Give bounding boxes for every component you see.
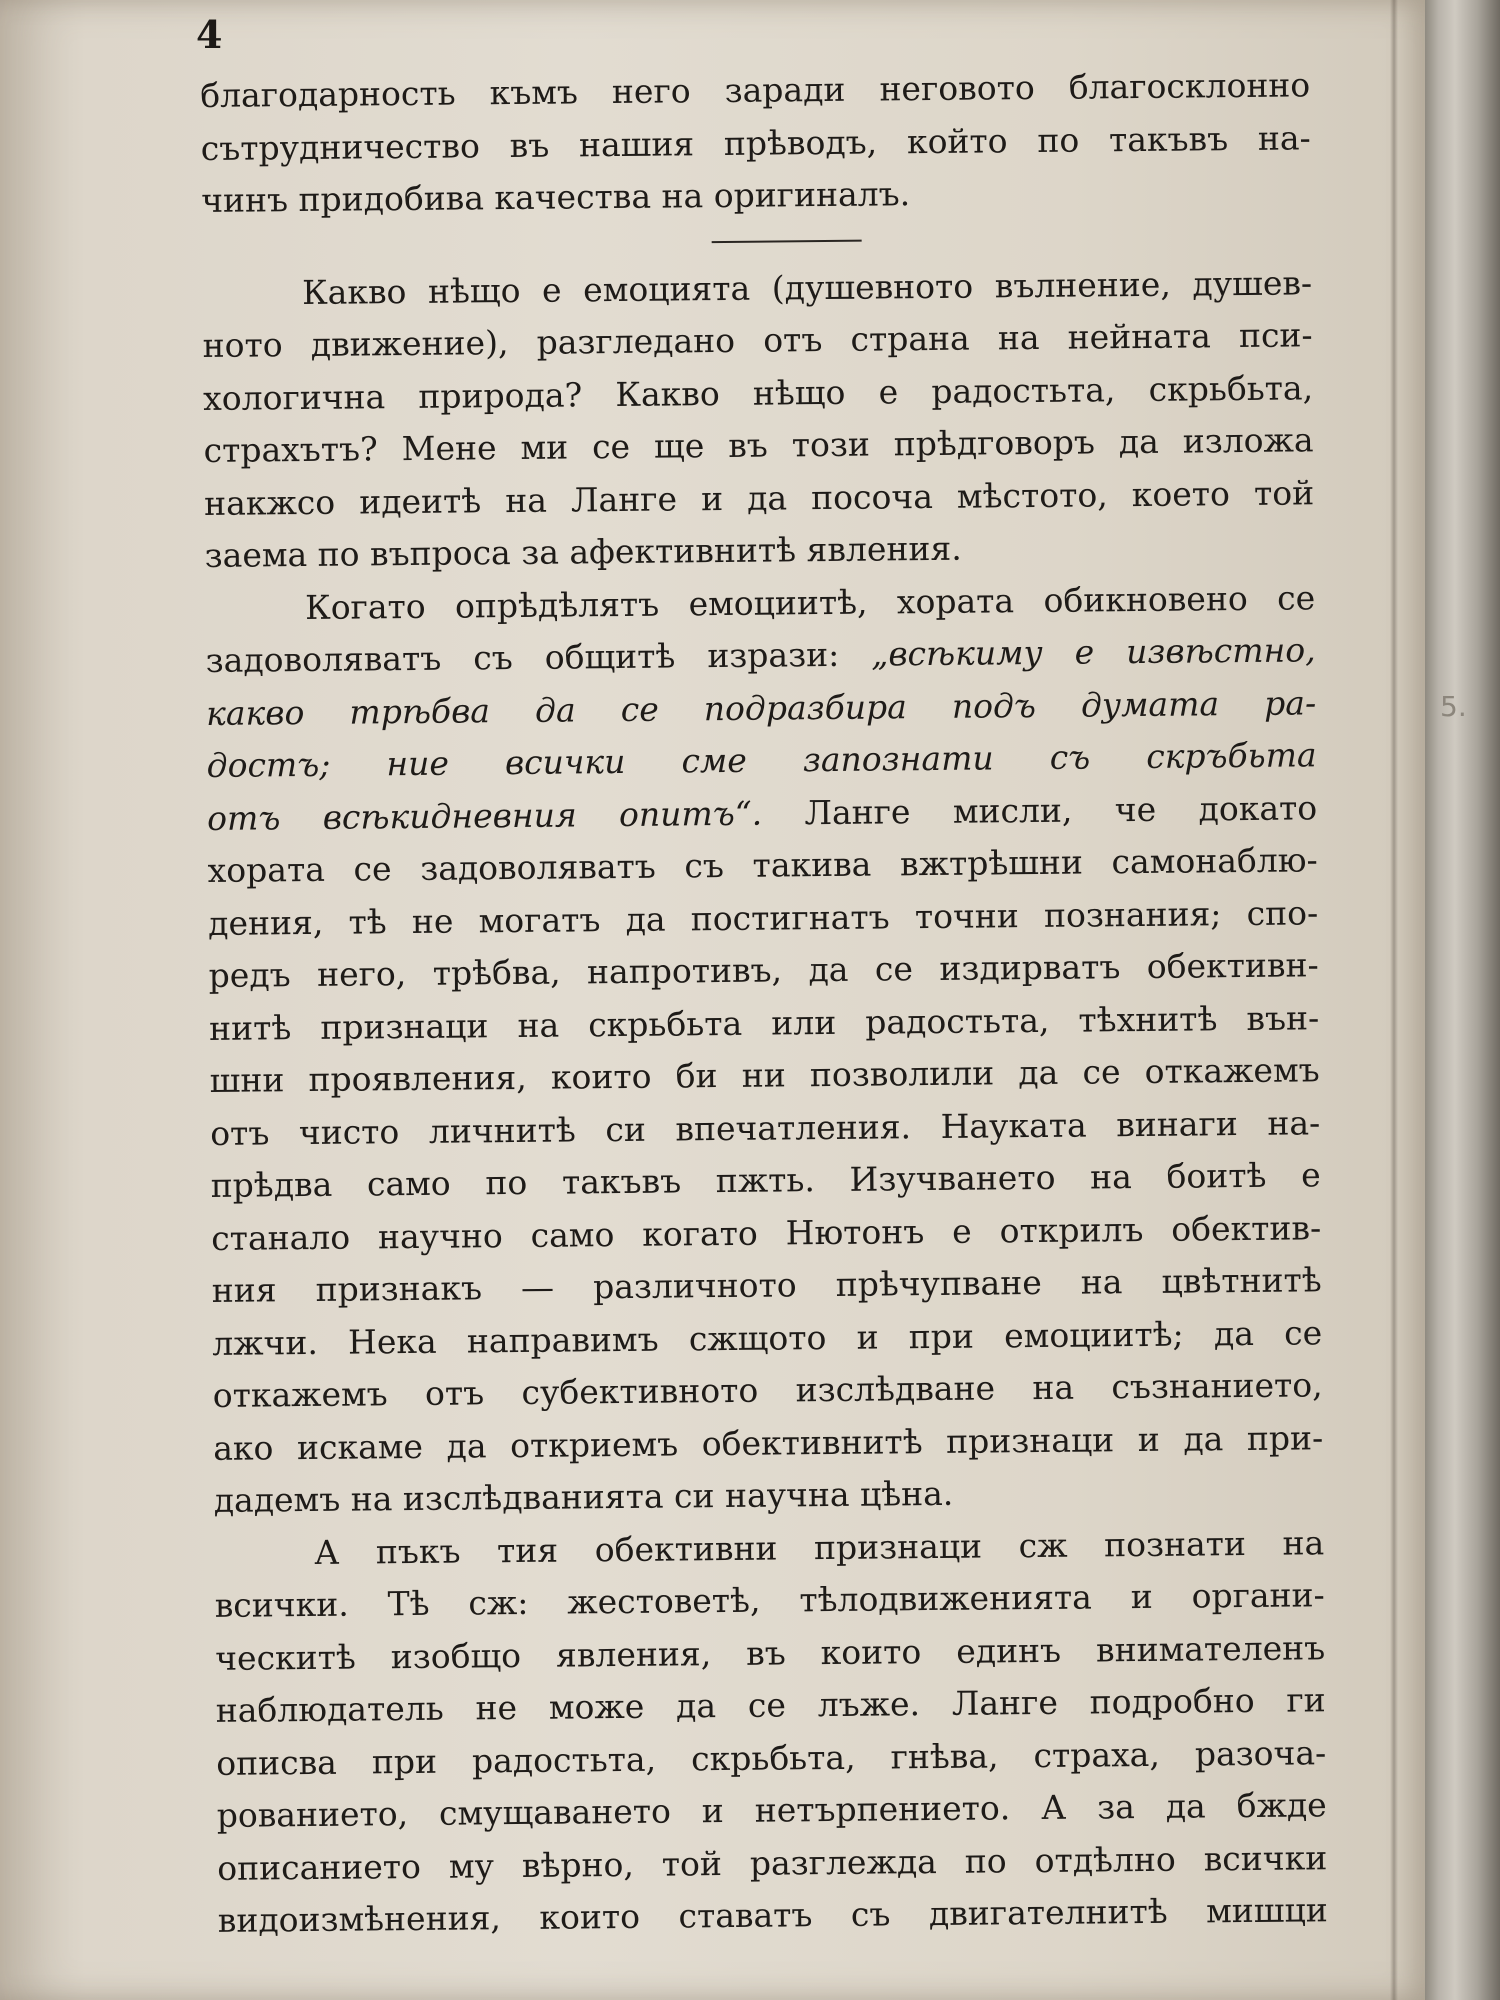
text-line: благодарность къмъ него заради неговото благосклонно (200, 65, 1311, 115)
quote-segment: отъ всѣкидневния опитъ“. (206, 793, 763, 838)
text-line: наблюдатель не може да се лъже. Ланге подробно ги (215, 1680, 1326, 1730)
text-line: шни проявления, които би ни позволили да се откажемъ (209, 1050, 1320, 1100)
text-line: редъ него, трѣбва, напротивъ, да се издирватъ обективн- (208, 945, 1319, 995)
text-line: нитѣ признаци на скрьбьта или радостьта, тѣхнитѣ вън- (209, 997, 1320, 1048)
book-edge (1425, 0, 1500, 2000)
text-line: всички. Тѣ сж: жестоветѣ, тѣлодвиженията и органи- (214, 1575, 1325, 1625)
text-line: накжсо идеитѣ на Ланге и да посоча мѣстото, което той (203, 472, 1315, 523)
page-text (200, 59, 1328, 1947)
text-line: дения, тѣ не могатъ да постигнатъ точни познания; спо- (208, 892, 1319, 943)
text-line: станало научно само когато Нютонъ е открилъ обектив- (211, 1207, 1322, 1258)
text-line: хологична природа? Какво нѣщо е радостьта, скрьбьта, (202, 367, 1314, 418)
quote-segment: „всѣкиму е извѣстно, (871, 630, 1316, 674)
text-line: сътрудничество въ нашия прѣводъ, който по такъвъ на- (200, 117, 1311, 168)
text-line: страхътъ? Мене ми се ще въ този прѣдговоръ да изложа (203, 420, 1314, 470)
text-line: заема по въпроса за афективнитѣ явления. (204, 528, 962, 575)
text-line: ческитѣ изобщо явления, въ които единъ внимателенъ (215, 1627, 1326, 1678)
text-segment: Ланге мисли, че докато (804, 787, 1318, 832)
text-line: чинъ придобива качества на оригиналъ. (201, 174, 911, 220)
text-line: дадемъ на изслѣдванията си научна цѣна. (213, 1473, 954, 1520)
page-fold-shadow (1390, 0, 1398, 2000)
text-line: лжчи. Нека направимъ сжщото и при емоциитѣ; да се (212, 1312, 1323, 1363)
paragraph-1 (202, 257, 1315, 583)
quote-line: какво трѣбва да се подразбира подъ думата ра- (205, 682, 1317, 733)
text-line: ното движение), разгледано отъ страна на нейната пси- (202, 315, 1313, 365)
text-line: рованието, смущаването и нетърпението. А за да бжде (216, 1785, 1327, 1835)
text-line: ако искаме да откриемъ обективнитѣ признаци и да при- (213, 1417, 1324, 1468)
quote-line: достъ; ние всички сме запознати съ скръбьта (206, 735, 1317, 785)
text-line: видоизмѣнения, които ставатъ съ двигателнитѣ мишци (217, 1890, 1328, 1940)
text-line: хората се задоволяватъ съ такива вжтрѣшни самонаблю- (207, 840, 1318, 890)
margin-pencil-mark: 5. (1440, 690, 1467, 723)
page-number: 4 (196, 12, 223, 57)
text-line: А пъкъ тия обективни признаци сж познати на (314, 1522, 1325, 1572)
text-line: описва при радостьта, скрьбьта, гнѣва, страха, разоча- (216, 1732, 1327, 1783)
text-segment: задоволяватъ съ общитѣ изрази: (205, 634, 840, 680)
text-line: ния признакъ — различното прѣчупване на цвѣтнитѣ (211, 1260, 1322, 1310)
paragraph-2 (205, 572, 1324, 1528)
text-line: Когато опрѣдѣлятъ емоциитѣ, хората обикновено се (304, 577, 1316, 627)
text-line: отъ чисто личнитѣ си впечатления. Науката винаги на- (210, 1102, 1321, 1153)
text-line: описанието му вѣрно, той разглежда по отдѣлно всички (217, 1837, 1328, 1888)
paragraph-3 (214, 1517, 1328, 1948)
text-line: прѣдва само по такъвъ пжть. Изучването на боитѣ е (210, 1155, 1321, 1205)
intro-paragraph (200, 59, 1311, 227)
section-divider (712, 239, 862, 242)
text-line: Какво нѣщо е емоцията (душевното вълнение, душев- (301, 262, 1313, 312)
text-line: откажемъ отъ субективното изслѣдване на съзнанието, (212, 1365, 1323, 1415)
